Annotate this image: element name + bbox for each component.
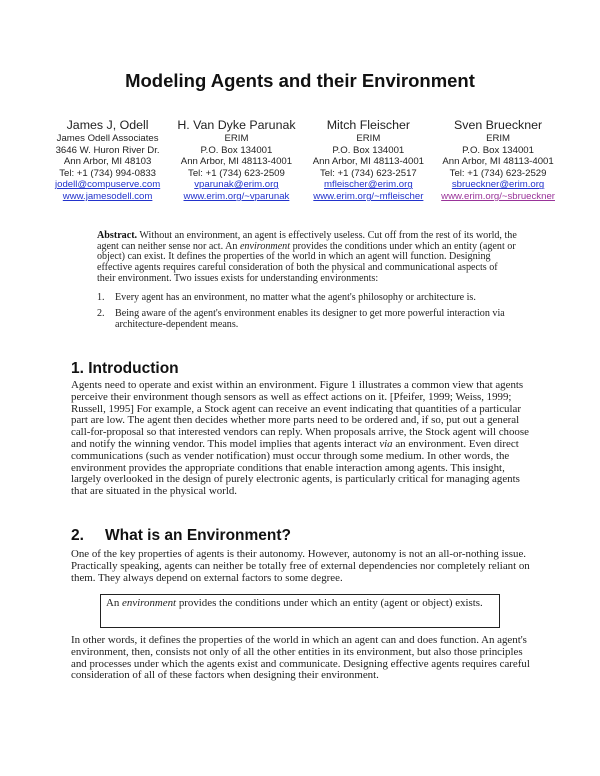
- abstract: [97, 231, 517, 337]
- author-tel: Tel: +1 (734) 994-0833: [59, 167, 156, 179]
- paper-title: Modeling Agents and their Environment: [125, 70, 475, 91]
- author-block: [55, 118, 555, 203]
- list-item: 2. Being aware of the agent's environment enables its designer to get more powerful interaction via architecture-dependent means.: [97, 308, 505, 330]
- author-website-link[interactable]: www.erim.org/~mfleischer: [313, 190, 424, 202]
- author-email-link[interactable]: mfleischer@erim.org: [324, 179, 413, 191]
- section-heading-environment: 2. What is an Environment?: [71, 527, 292, 544]
- author-city: Ann Arbor, MI 48113-4001: [312, 156, 424, 168]
- author-name: H. Van Dyke Parunak: [177, 118, 296, 132]
- emphasis: via: [379, 437, 393, 450]
- author-website-link[interactable]: www.erim.org/~sbrueckner: [441, 190, 555, 202]
- author-org: ERIM: [486, 133, 511, 144]
- author-name: Mitch Fleischer: [326, 118, 410, 132]
- definition-box: An environment provides the conditions under which an entity (agent or object) exists.: [100, 594, 500, 628]
- author-city: Ann Arbor, MI 48103: [63, 156, 152, 168]
- abstract-issue-list: [97, 293, 517, 331]
- author-parunak: [177, 118, 295, 203]
- list-item: 1. Every agent has an environment, no matter what the agent's philosophy or architecture is.: [97, 291, 476, 303]
- author-address: P.O. Box 134001: [332, 144, 405, 156]
- author-address: 3646 W. Huron River Dr.: [55, 144, 160, 156]
- author-address: P.O. Box 134001: [462, 144, 534, 156]
- author-odell: [55, 118, 160, 203]
- environment-paragraph-2: In other words, it defines the properties of the world in which an agent can and does function. An agent's environment, then, consists not only of all the other entities in its environment, but also those principles and processes under which the agents exist and communicate. Designing effective agents requires careful consideration of all of these factors when designing their environment.: [71, 634, 530, 682]
- environment-paragraph-1: One of the key properties of agents is their autonomy. However, autonomy is not an all-or-nothing issue. Practically speaking, agents can neither be totally free of external dependencies nor completely reliant on them. They always depend on external factors to some degree.: [71, 548, 530, 584]
- author-address: P.O. Box 134001: [200, 144, 273, 156]
- author-email-link[interactable]: vparunak@erim.org: [194, 179, 279, 191]
- author-brueckner: [441, 118, 555, 203]
- introduction-paragraph: Agents need to operate and exist within an environment. Figure 1 illustrates a common view that agents perceive their environment though sensors as well as effect actions on it. [Pfeifer, 1999; Weiss, 1999; Russell, 1995] For example, a Stock agent can receive an event indicating that quantities of a particular part are low. The agent then decides whether more parts need to be ordered and, if so, put out a general call-for-proposal so that interested vendors can reply. When proposals arrive, the Stock agent will choose and notify the winning vendor. This model implies that agents interact via an environment. Even direct communications (such as vender notification) must occur through some medium. In other words, the environment provides the appropriate conditions that enable interaction among agents. This insight, largely overlooked in the design of purely electronic agents, is particularly critical for managing agents that are situated in the physical world.: [71, 379, 529, 498]
- author-tel: Tel: +1 (734) 623-2509: [188, 167, 285, 179]
- abstract-label: Abstract.: [97, 230, 138, 241]
- author-city: Ann Arbor, MI 48113-4001: [180, 156, 293, 168]
- emphasis: environment: [122, 597, 177, 609]
- author-tel: Tel: +1 (734) 623-2529: [449, 167, 547, 179]
- author-org: James Odell Associates: [56, 133, 159, 144]
- author-org: ERIM: [224, 133, 249, 144]
- author-name: Sven Brueckner: [453, 118, 543, 132]
- author-email-link[interactable]: sbrueckner@erim.org: [451, 179, 545, 191]
- author-tel: Tel: +1 (734) 623-2517: [319, 167, 417, 179]
- section-heading-introduction: 1. Introduction: [71, 360, 179, 377]
- author-name: James J, Odell: [66, 118, 149, 132]
- abstract-body: Abstract. Without an environment, an agent is effectively useless. Cut off from the rest of its world, the agent can neither sense nor act. An environment provides the conditions under which an entity (agent or object) can exist. It defines the properties of the world in which an agent will function. Designing effective agents requires careful consideration of both the physical and communicational aspects of their environment. Two issues exists for understanding environments:: [97, 230, 517, 284]
- emphasis: environment: [239, 240, 291, 252]
- author-city: Ann Arbor, MI 48113-4001: [442, 156, 554, 168]
- author-email-link[interactable]: jodell@compuserve.com: [55, 179, 161, 191]
- author-website-link[interactable]: www.erim.org/~vparunak: [183, 190, 290, 202]
- author-org: ERIM: [356, 133, 381, 144]
- author-fleischer: [313, 118, 424, 203]
- author-website-link[interactable]: www.jamesodell.com: [62, 190, 153, 202]
